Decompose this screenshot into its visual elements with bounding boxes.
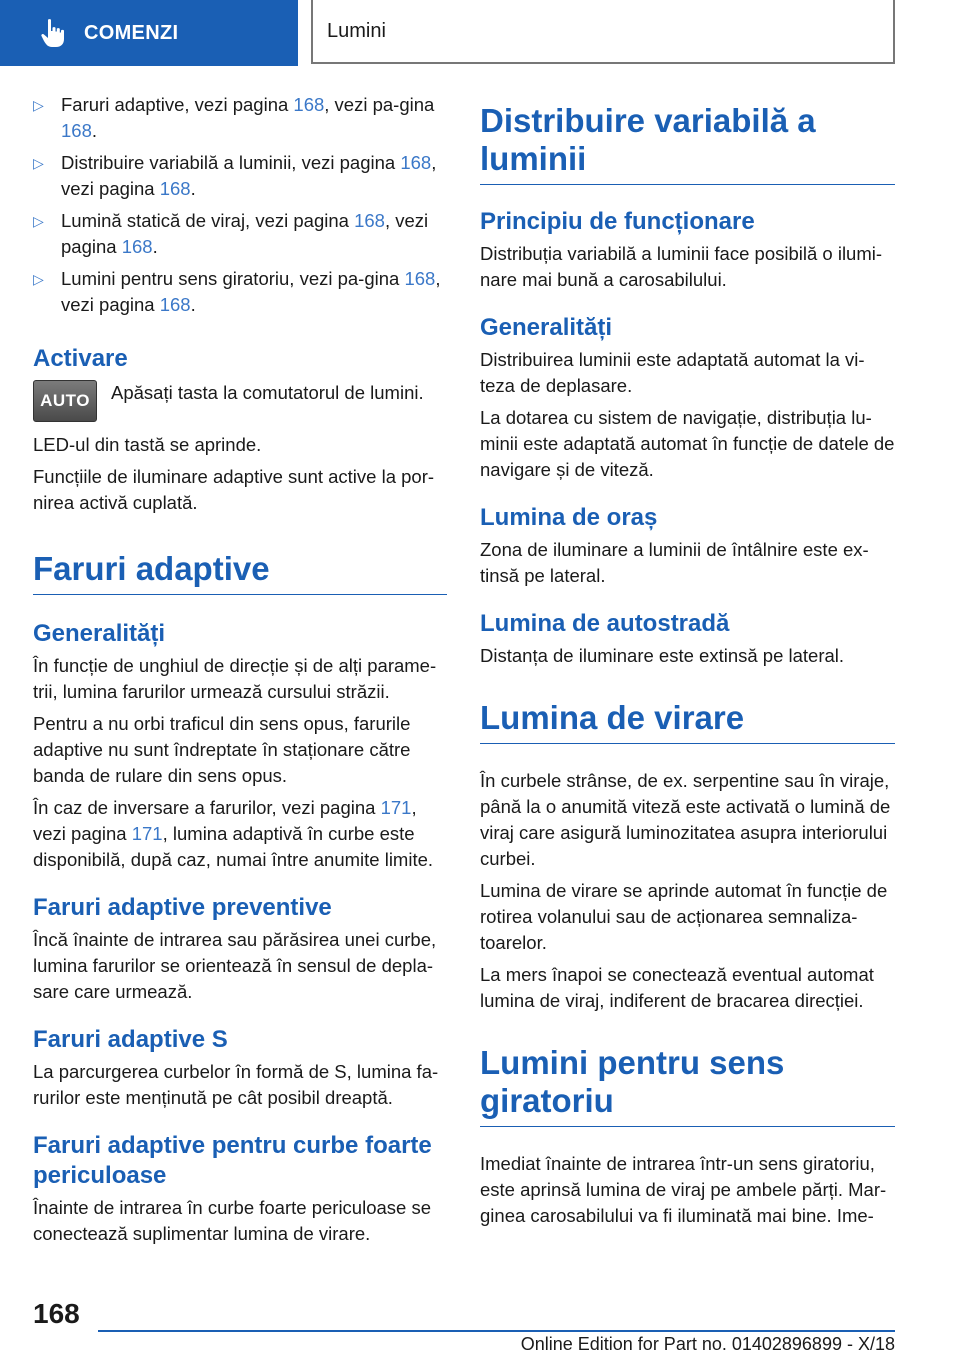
heading-generalitati: Generalități xyxy=(33,620,166,647)
heading-lumini-sens-giratoriu: Lumini pentru sens giratoriu xyxy=(480,1044,895,1127)
heading-faruri-preventive: Faruri adaptive preventive xyxy=(33,894,332,921)
page-link[interactable]: 168 xyxy=(400,152,432,173)
list-item: ▷ Lumini pentru sens giratoriu, vezi pa-gina 168, vezi pagina 168. xyxy=(33,268,441,315)
heading-principiu: Principiu de funcționare xyxy=(480,208,755,235)
heading-faruri-s: Faruri adaptive S xyxy=(33,1026,228,1053)
paragraph: Distanța de iluminare este extinsă pe lateral. xyxy=(480,645,845,666)
paragraph: Imediat înainte de intrarea într-un sens giratoriu, este aprinsă lumina de viraj pe ambele părți. Mar-ginea carosabilului va fi iluminată mai bine. Ime- xyxy=(480,1153,887,1226)
paragraph: Distribuirea luminii este adaptată automat la vi-teza de deplasare. xyxy=(480,349,865,396)
edition-info: Online Edition for Part no. 01402896899 - X/18 xyxy=(520,1334,895,1354)
paragraph: Lumina de virare se aprinde automat în funcție de rotirea volanului sau de acționarea semnaliza-toarelor. xyxy=(480,880,888,953)
auto-instruction xyxy=(33,380,447,422)
page-header xyxy=(0,0,960,66)
paragraph: Funcțiile de iluminare adaptive sunt active la por-nirea activă cuplată. xyxy=(33,466,435,513)
paragraph: În curbele strânse, de ex. serpentine sau în viraje, până la o anumită viteză este activată o lumină de viraj care asigură luminozitatea asupra interiorului curbei. xyxy=(480,770,891,869)
paragraph: În funcție de unghiul de direcție și de alți parame-trii, lumina farurilor urmează cursului străzii. xyxy=(33,655,437,702)
footer-divider xyxy=(98,1330,895,1332)
chapter-tab-label: COMENZI xyxy=(84,21,179,44)
heading-generalitati-right: Generalități xyxy=(480,314,613,341)
paragraph: La dotarea cu sistem de navigație, distribuția lu-minii este adaptată automat în funcție de datele de navigare și de viteză. xyxy=(480,407,895,480)
pointing-hand-icon xyxy=(40,18,66,48)
paragraph: Distribuția variabilă a luminii face posibilă o ilumi-nare mai bună a carosabilului. xyxy=(480,243,883,290)
paragraph: În caz de inversare a farurilor, vezi pagina 171, vezi pagina 171, lumina adaptivă în curbe este disponibilă, după caz, numai între anumite limite. xyxy=(33,797,434,870)
page-link[interactable]: 171 xyxy=(131,823,163,844)
paragraph: Înainte de intrarea în curbe foarte periculoase se conectează suplimentar lumina de virare. xyxy=(33,1197,431,1244)
right-column xyxy=(480,92,895,1235)
list-item: ▷ Lumină statică de viraj, vezi pagina 168, vezi pagina 168. xyxy=(33,210,429,257)
paragraph: LED-ul din tastă se aprinde. xyxy=(33,434,262,455)
page-link[interactable]: 171 xyxy=(380,797,412,818)
page-number: 168 xyxy=(33,1298,80,1329)
page-link[interactable]: 168 xyxy=(293,94,325,115)
heading-activare: Activare xyxy=(33,345,128,372)
paragraph: Pentru a nu orbi traficul din sens opus, farurile adaptive nu sunt îndreptate în staționare către banda de rulare din sens opus. xyxy=(33,713,411,786)
section-title: Lumini xyxy=(311,0,895,64)
list-item: ▷ Distribuire variabilă a luminii, vezi pagina 168, vezi pagina 168. xyxy=(33,152,437,199)
chapter-tab-comenzi[interactable] xyxy=(0,0,298,66)
triangle-bullet-icon: ▷ xyxy=(33,97,44,113)
page-link[interactable]: 168 xyxy=(404,268,436,289)
triangle-bullet-icon: ▷ xyxy=(33,213,44,229)
paragraph: La parcurgerea curbelor în formă de S, lumina fa-rurilor este menținută pe cât posibil dreaptă. xyxy=(33,1061,439,1108)
instruction-text: Apăsați tasta la comutatorul de lumini. xyxy=(111,382,424,403)
page-link[interactable]: 168 xyxy=(121,236,153,257)
page-link[interactable]: 168 xyxy=(159,178,191,199)
triangle-bullet-icon: ▷ xyxy=(33,271,44,287)
list-item: ▷ Faruri adaptive, vezi pagina 168, vezi pa-gina 168. xyxy=(33,94,435,141)
triangle-bullet-icon: ▷ xyxy=(33,155,44,171)
heading-lumina-virare: Lumina de virare xyxy=(480,699,895,744)
left-column xyxy=(33,92,447,1253)
heading-faruri-adaptive: Faruri adaptive xyxy=(33,550,447,595)
heading-lumina-oras: Lumina de oraș xyxy=(480,504,658,531)
reference-list xyxy=(33,92,447,318)
page-link[interactable]: 168 xyxy=(354,210,385,231)
auto-button-icon: AUTO xyxy=(33,380,97,422)
paragraph: Încă înainte de intrarea sau părăsirea unei curbe, lumina farurilor se orientează în sensul de depla-sare care urmează. xyxy=(33,929,437,1002)
page-link[interactable]: 168 xyxy=(61,120,92,141)
paragraph: Zona de iluminare a luminii de întâlnire este ex-tinsă pe lateral. xyxy=(480,539,869,586)
paragraph: La mers înapoi se conectează eventual automat lumina de viraj, indiferent de bracarea direcției. xyxy=(480,964,874,1011)
heading-lumina-autostrada: Lumina de autostradă xyxy=(480,610,730,637)
heading-distribuire-variabila: Distribuire variabilă a luminii xyxy=(480,102,895,185)
heading-faruri-periculoase: Faruri adaptive pentru curbe foarte periculoase xyxy=(33,1132,432,1189)
page-link[interactable]: 168 xyxy=(159,294,191,315)
